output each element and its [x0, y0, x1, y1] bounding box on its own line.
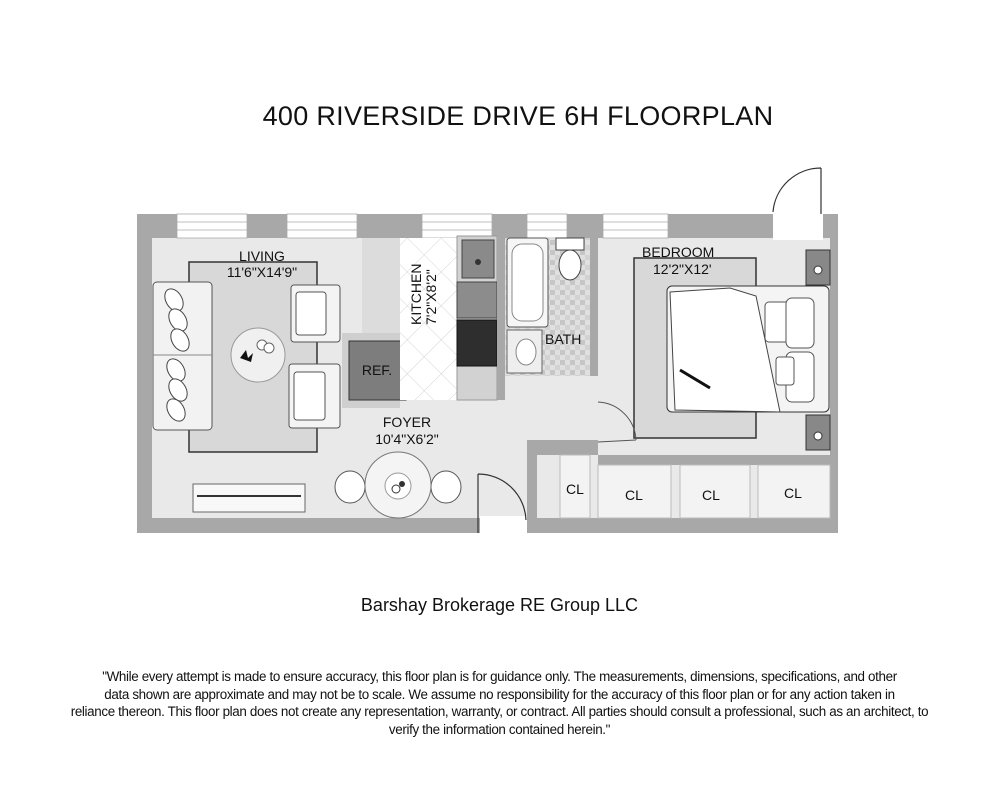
kitchen-counter: [457, 236, 497, 400]
wall-bath-bedroom: [590, 236, 598, 376]
closet-label: CL: [702, 487, 720, 503]
coffee-table: [231, 328, 285, 382]
entry-door-opening: [480, 516, 527, 536]
living-dimensions: 11'6"X14'9": [226, 264, 298, 280]
bedroom-dimensions: 12'2"X12': [653, 261, 712, 277]
wall-bedroom-closet: [598, 455, 830, 465]
closet-label: CL: [784, 485, 802, 501]
foyer-dimensions: 10'4"X6'2": [375, 431, 439, 447]
disclaimer-line: "While every attempt is made to ensure accuracy, this floor plan is for guidance only. The measurements, dimensions, specifications, and other: [102, 669, 897, 684]
closet-label: CL: [566, 481, 584, 497]
bath-label: BATH: [545, 331, 582, 347]
console-table: [193, 484, 305, 512]
refrigerator-label: REF.: [361, 362, 393, 378]
kitchen-dimensions: 7'2"X8'2": [423, 269, 439, 325]
wall-closet-side: [527, 455, 537, 518]
disclaimer: [0, 668, 999, 738]
bathtub-basin: [512, 244, 543, 321]
disclaimer-line: verify the information contained herein.": [388, 721, 611, 737]
balcony-door-opening: [773, 212, 823, 240]
sink-basin: [516, 339, 536, 365]
floorplan-title: 400 RIVERSIDE DRIVE 6H FLOORPLAN: [262, 101, 774, 131]
wall-foyer-closet: [527, 440, 598, 455]
partition-wall: [362, 238, 400, 333]
kitchen-label: KITCHEN: [408, 263, 424, 325]
foyer-label: FOYER: [382, 414, 432, 430]
living-label: LIVING: [239, 248, 285, 264]
company-name: Barshay Brokerage RE Group LLC: [360, 595, 639, 615]
closet-label: CL: [625, 487, 643, 503]
balcony-door: [773, 168, 821, 214]
disclaimer-line: reliance thereon. This floor plan does not create any representation, warranty, or contract. All parties should consult a professional, such as an architect, to: [70, 704, 929, 719]
bedroom-label: BEDROOM: [642, 244, 715, 260]
sofa: [153, 282, 212, 430]
wall-kitchen-bath: [497, 236, 505, 400]
disclaimer-line: data shown are approximate and may not be to scale. We assume no responsibility for the accuracy of this floor plan or for any action taken in: [104, 686, 895, 702]
bed: [667, 286, 829, 412]
